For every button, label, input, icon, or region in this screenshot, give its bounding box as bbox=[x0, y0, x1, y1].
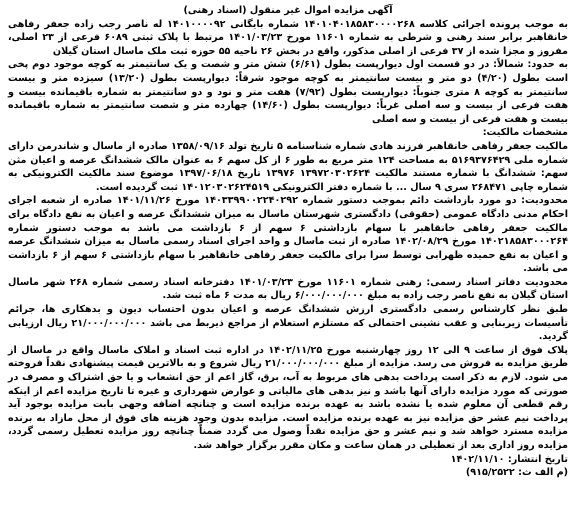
ownership-heading: مشخصات مالکیت: bbox=[482, 127, 568, 139]
ownership-paragraph: مالکیت جعفر رفاهی خانقاهبر فرزند هادی شماره شناسنامه ۵ تاریخ تولد ۱۳۵۸/۰۹/۱۶ صادره از ماسال و شاندرمن دارای شماره ملی ۵۱۶۹۳۷۶۴۲۹ به مساحت ۱۲۴ متر مربع به طور ۶ از کل سهم ۶ به عنوان مالک ششدانگ عرصه و اعیان مثن سهم: ششدانگ با شماره مستند مالکیت ۱۳۹۷۲۰۳۰۲۶۲۴ ۱۳۹۷۶ تاریخ ۱۳۹۷/۰۶/۱۸ موضوع سند مالکیت الکترونیکی به شماره چاپی ۲۶۸۴۷۱ سری ۹ سال ... با شماره دفتر الکترونیکی ۱۴۰۱۲۰۳۰۲۶۲۴۵۱۹ ثبت گردیده است. bbox=[8, 140, 569, 193]
case-paragraph: به موجب پرونده اجرائی کلاسه ۱۴۰۱۰۴۰۱۸۵۸۳۰۰۰۰۲۶۸ شماره بایگانی ۱۴۰۱۰۰۰۰۹۲ له ناصر رجب زاده جعفر رفاهی خانقاهبر برابر سند رهنی و شرطی به شماره ۱۱۶۰۱ مورخ ۱۴۰۱/۰۳/۲۳ مرتبط با پلاک ثبتی ۶۰۸۹ فرعی از ۲۳ اصلی، مفروز و مجزا شده از ۳۷ فرعی از اصلی مذکور، واقع در بخش ۲۶ ناحیه ۵۵ حوزه ثبت ملک ماسال استان گیلان bbox=[8, 18, 569, 57]
restrictions-paragraph: محدودیت: دو مورد بازداشت دائم بموجب دستور شماره ۱۴۰۳۳۹۹۰۰۲۲۴۰۲۹۲ مورخ ۱۴۰۱/۱۱/۲۶ صادره از شعبه اجرای احکام مدنی دادگاه عمومی (حقوقی) دادگستری شهرستان ماسال به میزان ششدانگ عرصه و اعیان به نفع دادگاه برای مالکیت جعفر رفاهی خانقاهبر با سهام بازداشتی ۶ سهم از ۶ بازداشت می باشد به موجب دستور شماره ۱۴۰۲۱۸۵۸۳۰۰۰۲۶۴ مورخ ۱۴۰۲/۰۸/۲۹ صادره از ثبت ماسال و واحد اجرای اسناد رسمی ماسال به میزان ششدانگ عرصه و اعیان به نفع حمیده ظهرابی توسط سرا برای مالکیت جعفر رفاهی خانقاهبر با سهام بازداشتی ۶ سهم از ۶ بازداشت می باشد. bbox=[8, 195, 568, 275]
notary-restrictions-paragraph: محدودیت دفاتر اسناد رسمی: رهنی شماره ۱۱۶۰۱ مورخ ۱۴۰۱/۰۳/۲۳ دفترخانه اسناد رسمی شماره ۲۶۸ شهر ماسال استان گیلان به نفع ناصر رجب زاده به مبلغ ۶/۰۰۰/۰۰۰/۰۰۰ ریال به مدت ۶ ماه ثبت شد. bbox=[8, 276, 568, 302]
valuation-paragraph: طبق نظر کارشناس رسمی دادگستری ارزش ششدانگ عرصه و اعیان بدون احتساب دیون و بدهکاری ها، جرائم تأسیسات زیربنایی و عقب نشینی احتمالی که مستلزم استعلام از مراجع ذیربط می باشد ۲۱/۰۰۰/۰۰۰/۰۰۰ ریال ارزیابی گردید. bbox=[8, 304, 568, 343]
auction-terms-paragraph: پلاک فوق از ساعت ۹ الی ۱۲ روز چهارشنبه مورخ ۱۴۰۲/۱۱/۲۵ در اداره ثبت اسناد و املاک ماسال واقع در ماسال از طریق مزایده به فروش می رسد. مزایده از مبلغ ۲۱/۰۰۰/۰۰۰/۰۰۰ ریال شروع و به بالاترین قیمت پیشنهادی نقداً فروخته می شود. لازم به ذکر است پرداخت بدهی های مربوط به آب، برق، گاز اعم از حق انشعاب و یا حق اشتراک و مصرف در صورتی که مورد مزایده دارای آنها باشد و نیز بدهی های مالیاتی و عوارض شهرداری و غیره تا تاریخ مزایده اعم از اینکه رقم قطعی آن معلوم شده یا نشده باشد به عهده برنده مزایده است و چنانچه اضافه وجهی بابت مزایده بوجود آید پرداخت نیم عشر حق مزایده نیز به عهده برنده مزایده است. مزایده بدون وجود هزینه های فوق از محل مازاد به برنده مزایده مسترد خواهد شد و نیم عشر و حق مزایده نقداً وصول می گردد ضمناً چنانچه روز مزایده تعطیل رسمی گردد، مزایده روز اداری بعد از تعطیلی در همان ساعت و مکان مقرر برگزار خواهد شد. bbox=[8, 344, 568, 451]
reference-code: (م الف ث: ۹۱۵/۲۵۲۲) bbox=[465, 467, 568, 479]
boundaries-paragraph: به حدود: شمالاً: در دو قسمت اول دیوارپست بطول (۶/۶۱) شش متر و شصت و یک سانتیمتر به کوچه موجود دوم پخی است بطول (۴/۲۰) دو متر و بیست سانتیمتر به کوچه موجود شرقاً: دیوارپست بطول (۱۳/۲۰) سیزده متر و بیست سانتیمتر به کوچه ۸ متری جنوباً: دیوارپست بطول (۷/۹۲) هفت متر و نود و دو سانتیمتر به شماره باقیمانده بیست و هفت فرعی از بیست و سه اصلی غرباً: دیوارپست بطول (۱۴/۶۰) چهارده متر و شصت سانتیمتر به شماره باقیمانده بیست و هفت فرعی از بیست و سه اصلی bbox=[8, 59, 569, 125]
publication-date: تاریخ انتشار: ۱۴۰۲/۱۱/۱۰ bbox=[450, 453, 568, 465]
notice-title: آگهی مزایده اموال غیر منقول (اسناد رهنی) bbox=[183, 5, 393, 16]
